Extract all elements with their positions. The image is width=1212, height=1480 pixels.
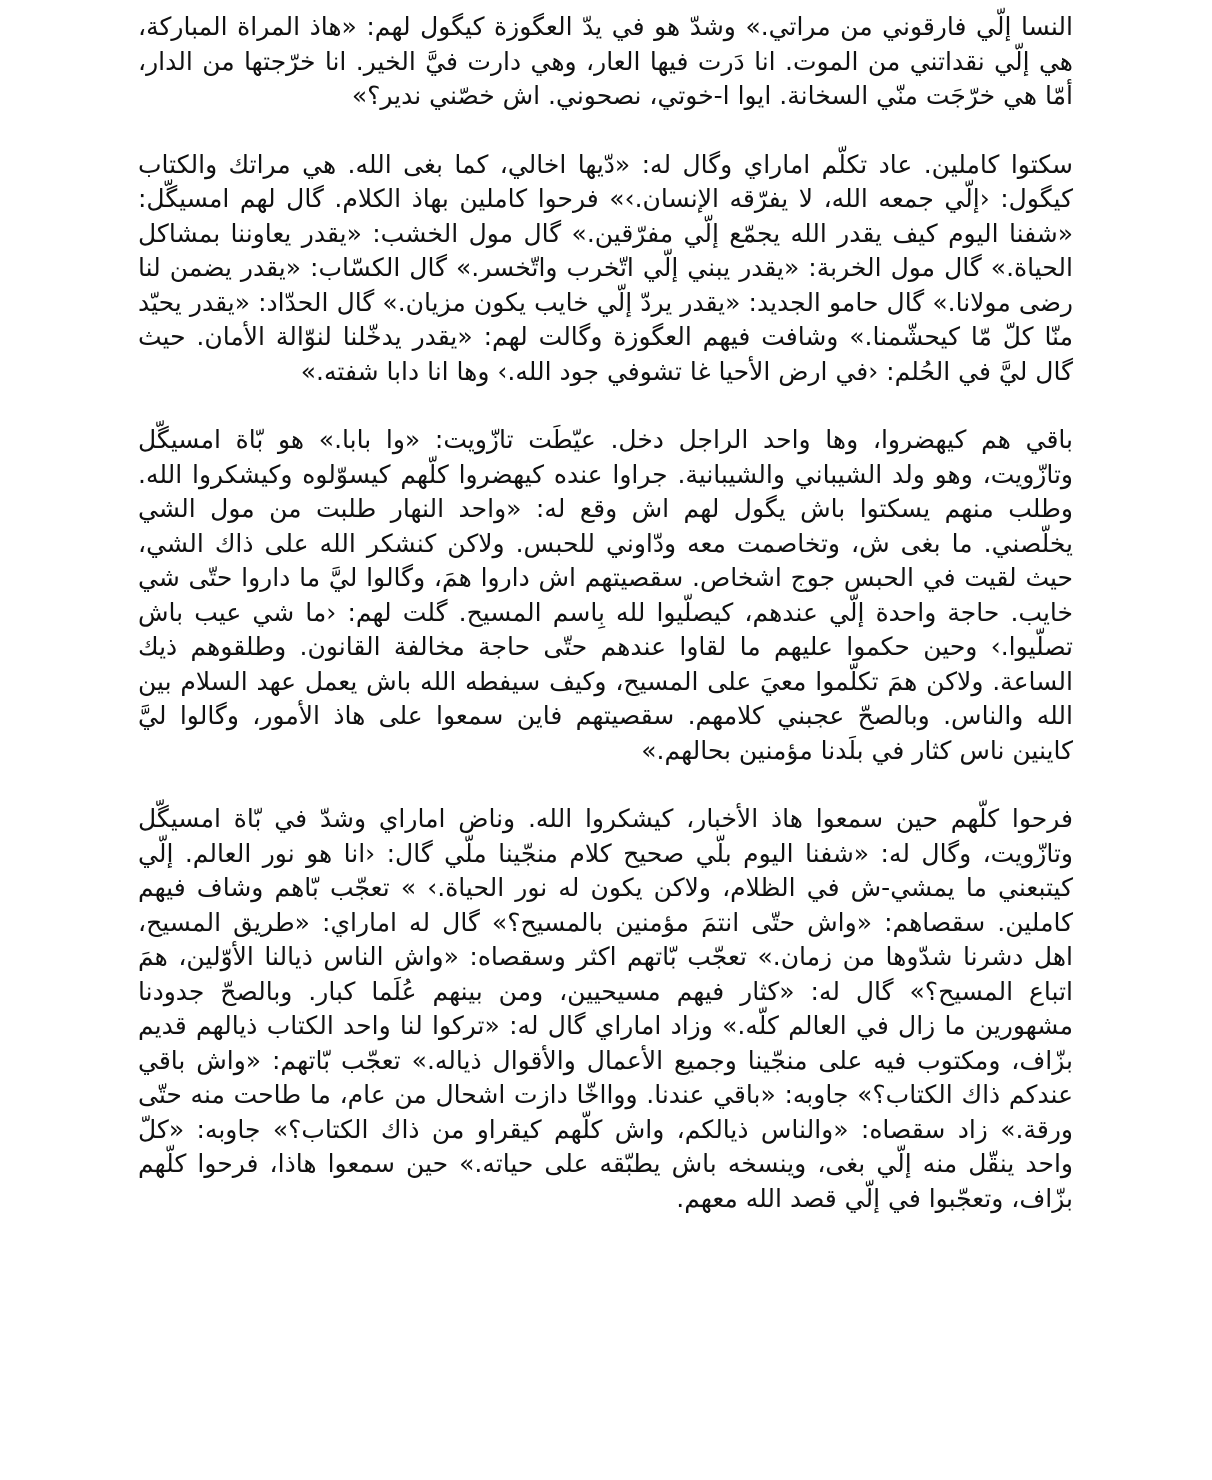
paragraph-3: باقي هم كيهضروا، وها واحد الراجل دخل. عيّطَت تازّويت: «وا بابا.» هو بّاة امسيگّل وتازّويت، وهو ولد الشيباني والشيبانية. جراوا عنده كيهضروا كلّهم كيسوّلوه وكيشكروا الله. وطلب منهم يسكتوا باش يگول لهم اش وقع له: «واحد النهار طلبت من مول الشي يخلّصني. ما بغى ش، وتخاصمت معه ودّاوني للحبس. ولاكن كنشكر الله على ذاك الشي، حيث لقيت في الحبس جوج اشخاص. سقصيتهم اش داروا همَ، وگالوا ليَّ ما داروا حتّى شي خايب. حاجة واحدة إلّي عندهم، كيصلّيوا لله بِاسم المسيح. گلت لهم: ‹ما شي عيب باش تصلّيوا.› وحين حكموا عليهم ما لقاوا عندهم حتّى حاجة مخالفة القانون. وطلقوهم ذيك الساعة. ولاكن همَ تكلّموا معيَ على المسيح، وكيف سيفطه الله باش يعمل عهد السلام بين الله والناس. وبالصحّ عجبني كلامهم. سقصيتهم فاين سمعوا على هاذ الأمور، وگالوا ليَّ كاينين ناس كثار في بلَدنا مؤمنين بحالهم.» bbox=[138, 425, 1073, 765]
paragraph-4: فرحوا كلّهم حين سمعوا هاذ الأخبار، كيشكروا الله. وناض اماراي وشدّ في بّاة امسيگّل وتازّويت، وگال له: «شفنا اليوم بلّي صحيح كلام منجّينا ملّي گال: ‹انا هو نور العالم. إلّي كيتبعني ما يمشي-ش في الظلام، ولاكن يكون له نور الحياة.› » تعجّب بّاهم وشاف فيهم كاملين. سقصاهم: «واش حتّى انتمَ مؤمنين بالمسيح؟» گال له اماراي: «طريق المسيح، اهل دشرنا شدّوها من زمان.» تعجّب بّاتهم اكثر وسقصاه: «واش الناس ذيالنا الأوّلين، همَ اتباع المسيح؟» گال له: «كثار فيهم مسيحيين، ومن بينهم عُلَما كبار. وبالصحّ جدودنا مشهورين ما زال في العالم كلّه.» وزاد اماراي گال له: «تركوا لنا واحد الكتاب ذيالهم قديم بزّاف، ومكتوب فيه على منجّينا وجميع الأعمال والأقوال ذياله.» تعجّب بّاتهم: «واش باقي عندكم ذاك الكتاب؟» جاوبه: «باقي عندنا. ووااخّا دازت اشحال من عام، ما طاحت منه حتّى ورقة.» زاد سقصاه: «والناس ذيالكم، واش كلّهم كيقراو من ذاك الكتاب؟» جاوبه: «كلّ واحد ينقّل منه إلّي بغى، وينسخه باش يطبّقه على حياته.» حين سمعوا هاذا، فرحوا كلّهم بزّاف، وتعجّبوا في إلّي قصد الله معهم. bbox=[138, 804, 1073, 1213]
paragraph-2: سكتوا كاملين. عاد تكلّم اماراي وگال له: «دّيها اخالي، كما بغى الله. هي مراتك والكتاب كيگول: ‹إلّي جمعه الله، لا يفرّقه الإنسان.›» فرحوا كاملين بهاذ الكلام. گال لهم امسيگّل: «شفنا اليوم كيف يقدر الله يجمّع إلّي مفرّقين.» گال مول الخشب: «يقدر يعاوننا بمشاكل الحياة.» گال مول الخربة: «يقدر يبني إلّي اتّخرب واتّخسر.» گال الكسّاب: «يقدر يضمن لنا رضى مولانا.» گال حامو الجديد: «يقدر يردّ إلّي خايب يكون مزيان.» گال الحدّاد: «يقدر يحيّد منّا كلّ مّا كيحشّمنا.» وشافت فيهم العگوزة وگالت لهم: «يقدر يدخّلنا لنوّالة الأمان. حيث گال ليَّ في الحُلم: ‹في ارض الأحيا غا تشوفي جود الله.› وها انا دابا شفته.» bbox=[138, 149, 1073, 386]
document-page bbox=[138, 10, 1073, 1216]
paragraph-1: النسا إلّي فارقوني من مراتي.» وشدّ هو في يدّ العگوزة كيگول لهم: «هاذ المراة المباركة، هي إلّي نقداتني من الموت. انا دَرت فيها العار، وهي دارت فيَّ الخير. انا خرّجتها من الدار، أمّا هي خرّجَت منّي السخانة. ايوا ا-خوتي، نصحوني. اش خصّني ندير؟» bbox=[138, 12, 1073, 110]
